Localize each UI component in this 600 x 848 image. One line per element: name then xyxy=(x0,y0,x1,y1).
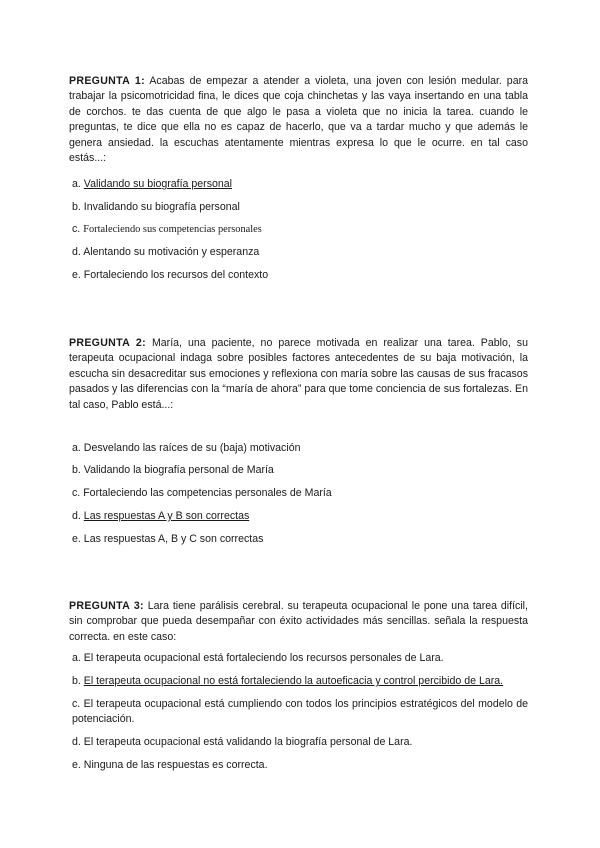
option-text: Validando la biografía personal de María xyxy=(83,464,274,476)
option-text: Desvelando las raíces de su (baja) motivación xyxy=(83,442,301,454)
question-3-stem xyxy=(69,599,528,645)
option-prefix: b. xyxy=(72,675,81,687)
question-1-option-c xyxy=(72,222,528,237)
option-prefix: a. xyxy=(72,652,81,664)
option-text: Invalidando su biografía personal xyxy=(83,201,240,213)
option-text: El terapeuta ocupacional está validando la biografía personal de Lara. xyxy=(83,736,413,748)
option-prefix: b. xyxy=(72,464,81,476)
question-2-text: María, una paciente, no parece motivada en realizar una tarea. Pablo, su terapeuta ocupacional indaga sobre posibles factores antecedentes de su baja motivación, la escucha sin desacreditar sus emociones y reflexiona con maría sobre las causas de sus fracasos pasados y las diferencias con la “maría de ahora” para que tome conciencia de sus fortalezas. En tal caso, Pablo está...: xyxy=(69,337,528,411)
option-prefix: d. xyxy=(72,736,81,748)
option-text: El terapeuta ocupacional no está fortaleciendo la autoeficacia y control percibido de Lara. xyxy=(83,675,504,687)
option-text: Fortaleciendo las competencias personales de María xyxy=(83,487,332,499)
option-prefix: d. xyxy=(72,510,81,522)
question-1-option-b xyxy=(72,200,528,215)
option-prefix: d. xyxy=(72,246,81,258)
option-text: Validando su biografía personal xyxy=(83,178,233,190)
question-2-label: PREGUNTA 2: xyxy=(69,337,146,349)
question-3-label: PREGUNTA 3: xyxy=(69,600,144,612)
question-2-option-a xyxy=(72,441,528,456)
option-text: Fortaleciendo sus competencias personales xyxy=(83,224,262,235)
option-prefix: a. xyxy=(72,178,81,190)
option-prefix: c. xyxy=(72,223,81,235)
option-text: Las respuestas A y B son correctas xyxy=(83,510,250,522)
option-text: Fortaleciendo los recursos del contexto xyxy=(83,269,269,281)
question-2-option-b xyxy=(72,463,528,478)
question-3-text: Lara tiene parálisis cerebral. su terapeuta ocupacional le pone una tarea difícil, sin comprobar que pueda desempañar con éxito actividades más sencillas. señala la respuesta correcta. en este caso: xyxy=(69,600,528,643)
question-2-option-e xyxy=(72,532,528,547)
question-2-option-c xyxy=(72,486,528,501)
option-text: Ninguna de las respuestas es correcta. xyxy=(83,759,268,771)
question-1-option-e xyxy=(72,268,528,283)
option-prefix: e. xyxy=(72,269,81,281)
question-1-option-a xyxy=(72,177,528,192)
option-prefix: e. xyxy=(72,759,81,771)
option-prefix: a. xyxy=(72,442,81,454)
question-1-stem xyxy=(69,74,528,166)
question-1-text: Acabas de empezar a atender a violeta, una joven con lesión medular. para trabajar la psicomotricidad fina, le dices que coja chinchetas y las vaya insertando en una tabla de corchos. te das cuenta de que algo le pasa a violeta que no inicia la tarea. cuando le preguntas, te dice que ella no es capaz de hacerlo, que va a tardar mucho y que además le genera ansiedad. la escuchas atentamente mientras expresa lo que le ocurre. en tal caso estás...: xyxy=(69,75,529,165)
option-text: Alentando su motivación y esperanza xyxy=(83,246,260,258)
question-3-option-e xyxy=(72,758,528,773)
question-1-label: PREGUNTA 1: xyxy=(69,75,145,87)
option-prefix: c. xyxy=(72,487,81,499)
question-3-option-a xyxy=(72,651,528,666)
question-3-option-d xyxy=(72,735,528,750)
option-prefix: b. xyxy=(72,201,81,213)
question-2-stem xyxy=(69,336,528,413)
option-prefix: e. xyxy=(72,533,81,545)
question-1-option-d xyxy=(72,245,528,260)
question-2-option-d xyxy=(72,509,528,524)
question-3-option-c xyxy=(72,697,528,728)
option-text: El terapeuta ocupacional está cumpliendo con todos los principios estratégicos del modelo de potenciación. xyxy=(72,698,528,726)
option-prefix: c. xyxy=(72,698,81,710)
option-text: Las respuestas A, B y C son correctas xyxy=(83,533,264,545)
question-3-option-b xyxy=(72,674,528,689)
option-text: El terapeuta ocupacional está fortaleciendo los recursos personales de Lara. xyxy=(83,652,444,664)
